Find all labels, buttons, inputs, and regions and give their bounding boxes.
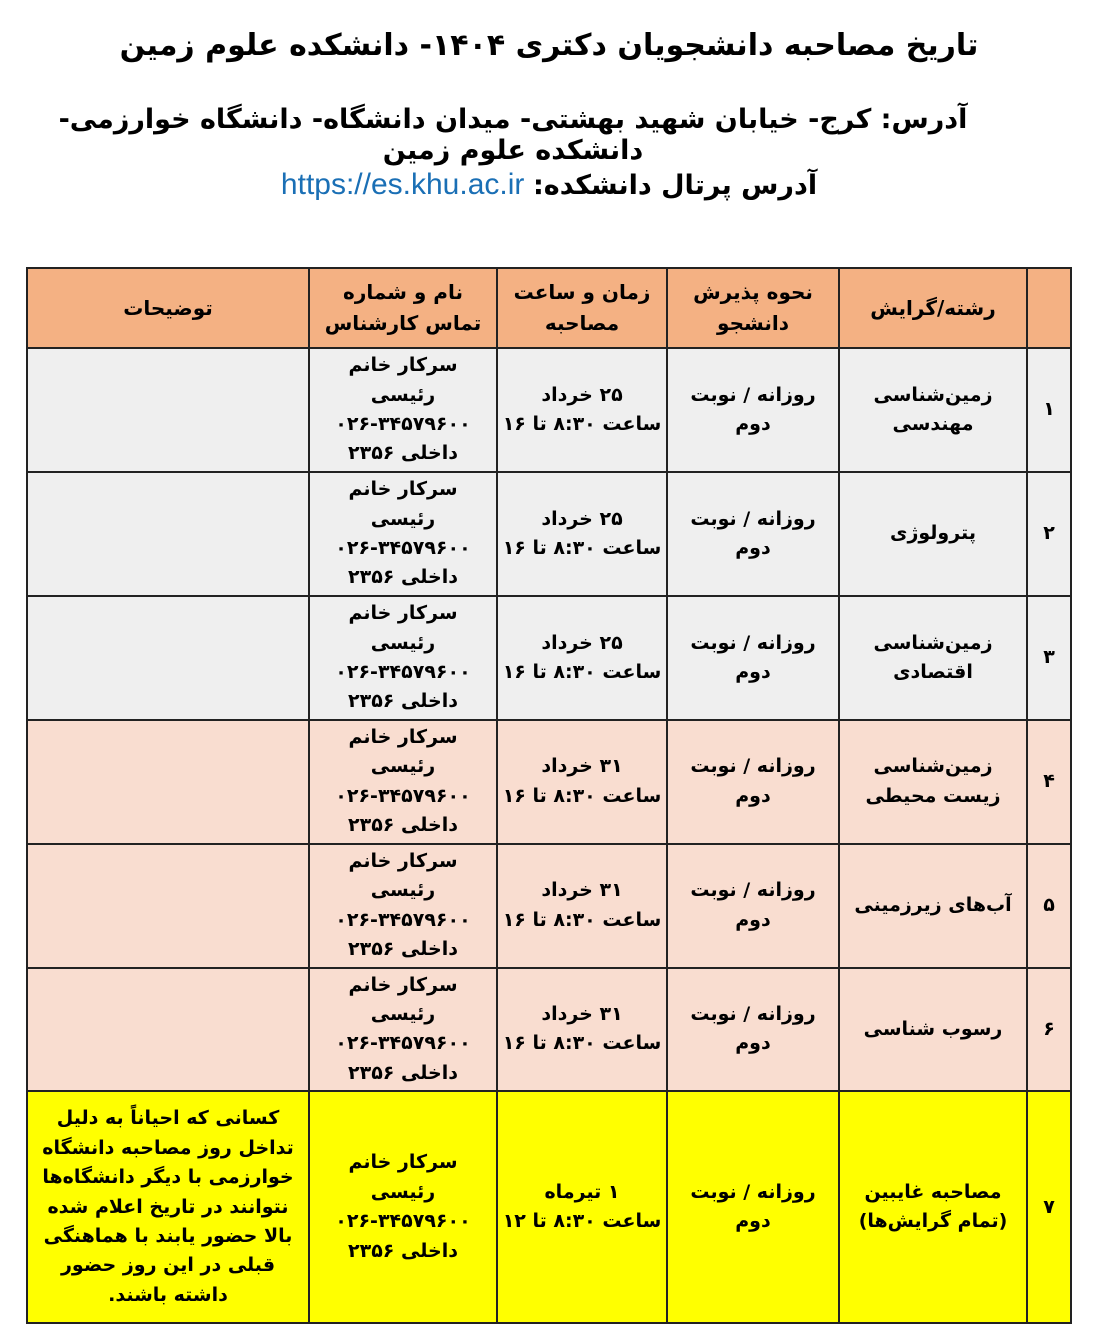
contact-phone: ۰۲۶-۳۴۵۷۹۶۰۰ [335, 784, 471, 807]
interview-hours: ساعت ۸:۳۰ تا ۱۶ [502, 784, 662, 807]
contact-cell [309, 720, 497, 844]
interview-schedule-table [26, 267, 1072, 1324]
time-cell [497, 720, 667, 844]
admission-cell: روزانه / نوبت دوم [667, 844, 839, 968]
contact-ext: داخلی ۲۳۵۶ [348, 1239, 458, 1262]
table-row [27, 844, 1071, 968]
notes-cell [27, 968, 309, 1092]
time-cell [497, 1091, 667, 1323]
portal-label: آدرس پرتال دانشکده: [532, 170, 818, 201]
field-name: زمین‌شناسی [873, 383, 993, 406]
header-field: رشته/گرایش [839, 268, 1027, 348]
interview-date: ۳۱ خرداد [541, 1002, 623, 1025]
field-cell [839, 968, 1027, 1092]
contact-cell [309, 1091, 497, 1323]
notes-cell [27, 720, 309, 844]
interview-date: ۲۵ خرداد [541, 631, 623, 654]
table-row [27, 968, 1071, 1092]
field-subname: زیست محیطی [865, 784, 1001, 807]
table-header-row [27, 268, 1071, 348]
interview-date: ۱ تیرماه [544, 1180, 620, 1203]
interview-hours: ساعت ۸:۳۰ تا ۱۶ [502, 1032, 662, 1055]
row-number: ۵ [1027, 844, 1071, 968]
table-row [27, 720, 1071, 844]
field-name: رسوب شناسی [863, 1017, 1003, 1040]
interview-date: ۳۱ خرداد [541, 879, 623, 902]
contact-name: سرکار خانم رئیسی [348, 849, 458, 902]
contact-name: سرکار خانم رئیسی [348, 478, 458, 530]
admission-cell: روزانه / نوبت دوم [667, 472, 839, 596]
notes-cell [27, 844, 309, 968]
page-title: تاریخ مصاحبه دانشجویان دکتری ۱۴۰۴- دانشکده علوم زمین [119, 28, 979, 63]
contact-cell [309, 348, 497, 472]
header-num [1027, 268, 1071, 348]
admission-cell: روزانه / نوبت دوم [667, 720, 839, 844]
row-number: ۶ [1027, 968, 1071, 1092]
notes-cell [27, 348, 309, 472]
contact-ext: داخلی ۲۳۵۶ [348, 690, 458, 713]
contact-phone: ۰۲۶-۳۴۵۷۹۶۰۰ [335, 1032, 471, 1055]
contact-cell [309, 844, 497, 968]
field-name: زمین‌شناسی [873, 631, 993, 654]
time-cell [497, 844, 667, 968]
field-cell [839, 1091, 1027, 1323]
admission-cell: روزانه / نوبت دوم [667, 968, 839, 1092]
header-admission: نحوه پذیرش دانشجو [667, 268, 839, 348]
row-number: ۴ [1027, 720, 1071, 844]
contact-cell [309, 968, 497, 1092]
contact-name: سرکار خانم رئیسی [348, 726, 458, 778]
interview-hours: ساعت ۸:۳۰ تا ۱۶ [502, 413, 662, 435]
contact-ext: داخلی ۲۳۵۶ [348, 1061, 458, 1084]
header-time: زمان و ساعت مصاحبه [497, 268, 667, 348]
field-name: مصاحبه غایبین [864, 1180, 1002, 1203]
table-row [27, 348, 1071, 472]
field-cell [839, 472, 1027, 596]
contact-name: سرکار خانم رئیسی [348, 973, 458, 1025]
header-contact: نام و شماره تماس کارشناس [309, 268, 497, 348]
notes-cell [27, 472, 309, 596]
interview-hours: ساعت ۸:۳۰ تا ۱۶ [502, 661, 662, 683]
contact-cell [309, 472, 497, 596]
contact-name: سرکار خانم رئیسی [348, 602, 458, 654]
contact-phone: ۰۲۶-۳۴۵۷۹۶۰۰ [335, 413, 471, 435]
contact-ext: داخلی ۲۳۵۶ [348, 566, 458, 589]
table-row [27, 1091, 1071, 1323]
interview-hours: ساعت ۸:۳۰ تا ۱۲ [502, 1210, 662, 1233]
portal-line [0, 168, 1098, 202]
interview-date: ۲۵ خرداد [541, 507, 623, 530]
row-number: ۲ [1027, 472, 1071, 596]
contact-name: سرکار خانم رئیسی [348, 1151, 458, 1203]
row-number: ۱ [1027, 348, 1071, 472]
header-notes: توضیحات [27, 268, 309, 348]
notes-cell: کسانی که احیاناً به دلیل تداخل روز مصاحبه دانشگاه خوارزمی با دیگر دانشگاه‌ها نتوانند در تاریخ اعلام شده بالا حضور یابند با هماهنگی قبلی در این روز حضور داشته باشند. [27, 1091, 309, 1323]
contact-phone: ۰۲۶-۳۴۵۷۹۶۰۰ [335, 908, 471, 931]
time-cell [497, 472, 667, 596]
notes-cell [27, 596, 309, 720]
field-name: آب‌های زیرزمینی [854, 893, 1012, 916]
interview-hours: ساعت ۸:۳۰ تا ۱۶ [502, 537, 662, 559]
field-name: پترولوژی [890, 522, 976, 545]
field-cell [839, 720, 1027, 844]
field-name: زمین‌شناسی [873, 755, 993, 778]
contact-ext: داخلی ۲۳۵۶ [348, 442, 458, 465]
field-subname: مهندسی [892, 413, 974, 435]
contact-ext: داخلی ۲۳۵۶ [348, 814, 458, 837]
time-cell [497, 348, 667, 472]
field-cell [839, 844, 1027, 968]
contact-cell [309, 596, 497, 720]
time-cell [497, 968, 667, 1092]
field-subname: (تمام گرایش‌ها) [858, 1210, 1008, 1233]
contact-phone: ۰۲۶-۳۴۵۷۹۶۰۰ [335, 661, 471, 683]
admission-cell: روزانه / نوبت دوم [667, 348, 839, 472]
admission-cell: روزانه / نوبت دوم [667, 596, 839, 720]
row-number: ۷ [1027, 1091, 1071, 1323]
interview-hours: ساعت ۸:۳۰ تا ۱۶ [502, 908, 662, 931]
table-row [27, 596, 1071, 720]
field-subname: اقتصادی [893, 661, 973, 683]
faculty-address: آدرس: کرج- خیابان شهید بهشتی- میدان دانشگاه- دانشگاه خوارزمی- دانشکده علوم زمین [58, 104, 968, 166]
time-cell [497, 596, 667, 720]
admission-cell: روزانه / نوبت دوم [667, 1091, 839, 1323]
contact-phone: ۰۲۶-۳۴۵۷۹۶۰۰ [335, 537, 471, 559]
interview-date: ۲۵ خرداد [541, 383, 623, 406]
interview-date: ۳۱ خرداد [541, 755, 623, 778]
portal-link[interactable]: https://es.khu.ac.ir [280, 168, 525, 201]
field-cell [839, 596, 1027, 720]
row-number: ۳ [1027, 596, 1071, 720]
contact-ext: داخلی ۲۳۵۶ [348, 938, 458, 961]
contact-phone: ۰۲۶-۳۴۵۷۹۶۰۰ [335, 1210, 471, 1233]
contact-name: سرکار خانم رئیسی [348, 354, 458, 406]
field-cell [839, 348, 1027, 472]
table-row [27, 472, 1071, 596]
